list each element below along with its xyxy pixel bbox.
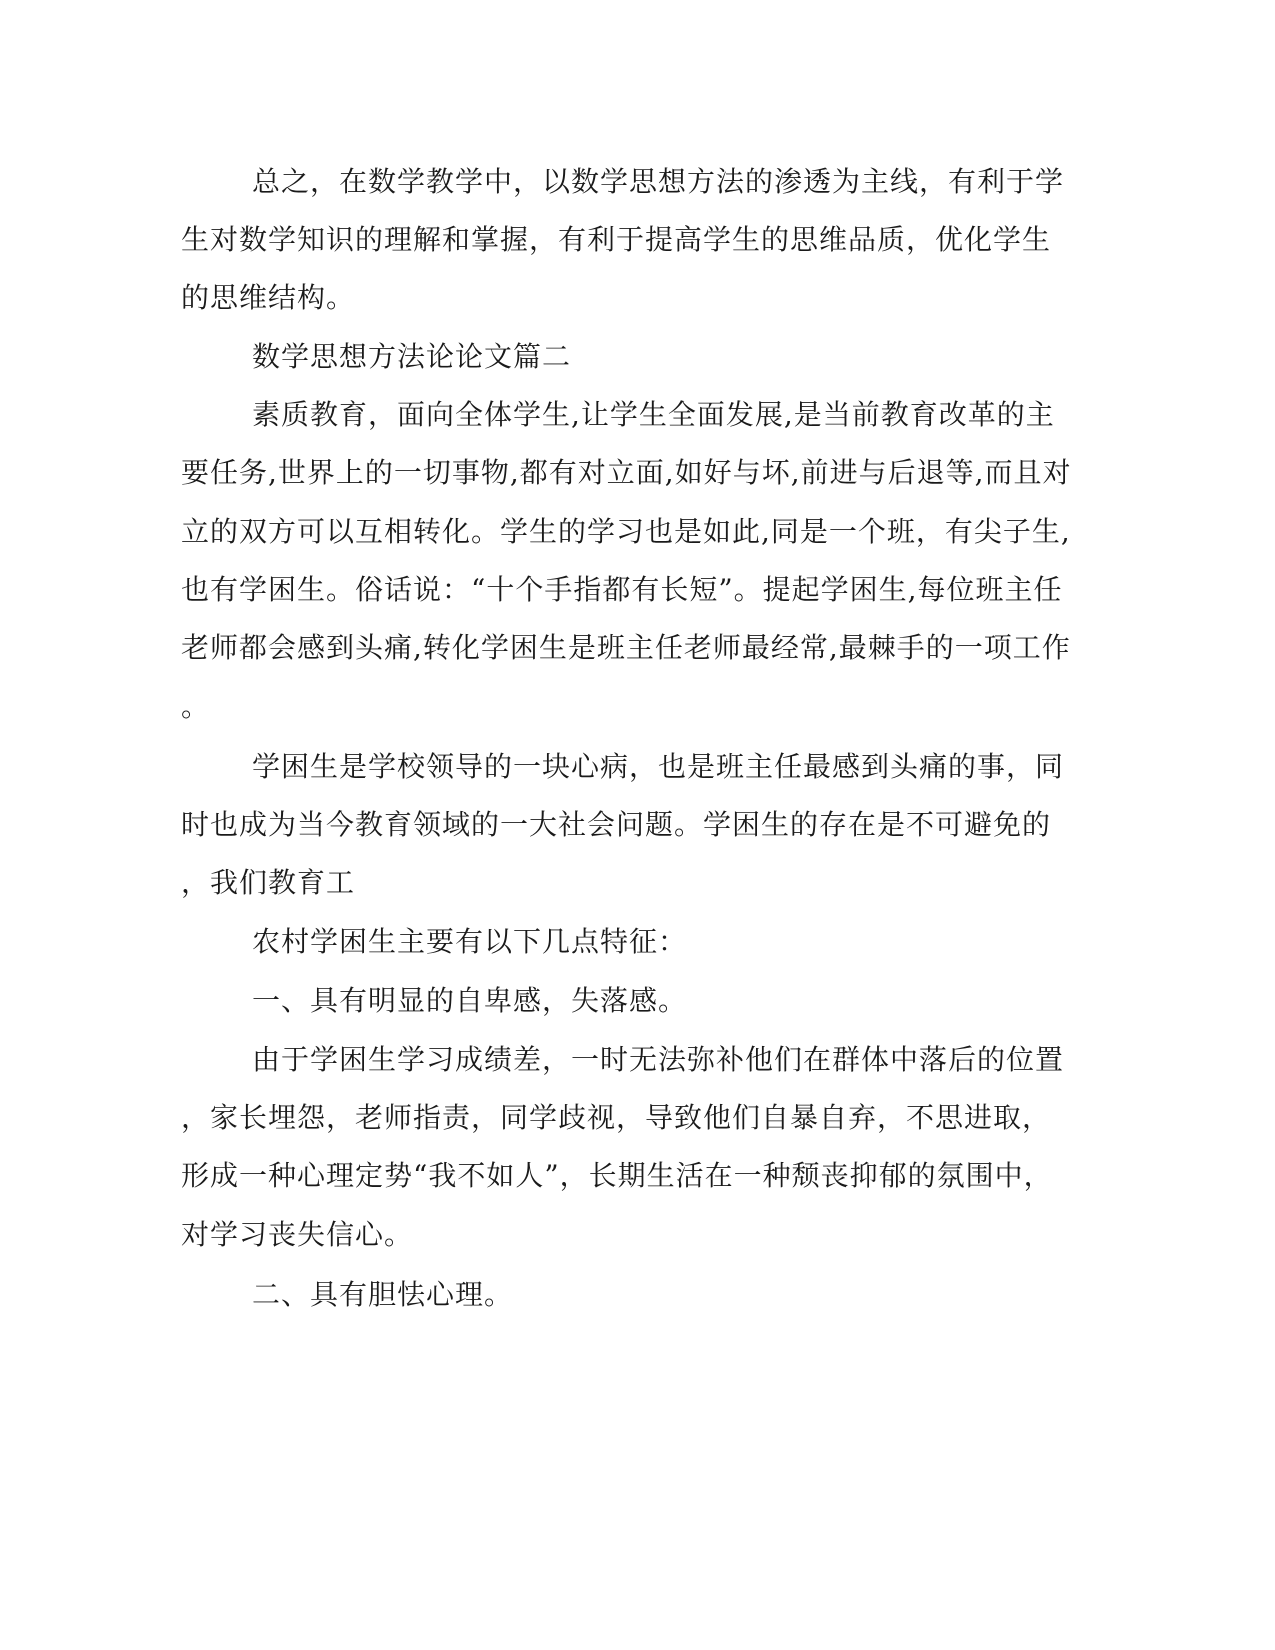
list-item-heading: 一、具有明显的自卑感，失落感。 <box>252 984 688 1017</box>
text-line: 。 <box>181 690 211 723</box>
text-line: ，家长埋怨，老师指责，同学歧视，导致他们自暴自弃，不思进取， <box>181 1101 1052 1134</box>
text-line: 时也成为当今教育领域的一大社会问题。学困生的存在是不可避免的 <box>181 808 1052 841</box>
text-line: 素质教育，面向全体学生,让学生全面发展,是当前教育改革的主 <box>252 398 1055 431</box>
text-line: 生对数学知识的理解和掌握，有利于提高学生的思维品质，优化学生 <box>181 223 1052 256</box>
text-line: 形成一种心理定势“我不如人”，长期生活在一种颓丧抑郁的氛围中， <box>181 1159 1053 1192</box>
text-line: 学困生是学校领导的一块心病，也是班主任最感到头痛的事，同 <box>252 750 1065 783</box>
section-heading: 数学思想方法论论文篇二 <box>252 340 572 373</box>
text-line: 老师都会感到头痛,转化学困生是班主任老师最经常,最棘手的一项工作 <box>181 631 1071 664</box>
text-line: 立的双方可以互相转化。学生的学习也是如此,同是一个班，有尖子生, <box>181 515 1071 548</box>
text-line: ，我们教育工 <box>181 866 356 899</box>
text-line: 要任务,世界上的一切事物,都有对立面,如好与坏,前进与后退等,而且对 <box>181 456 1072 489</box>
text-line: 农村学困生主要有以下几点特征： <box>252 925 688 958</box>
text-line: 对学习丧失信心。 <box>181 1218 414 1251</box>
text-line: 的思维结构。 <box>181 281 356 314</box>
text-line: 也有学困生。俗话说：“十个手指都有长短”。提起学困生,每位班主任 <box>181 573 1063 606</box>
text-line: 由于学困生学习成绩差，一时无法弥补他们在群体中落后的位置 <box>252 1043 1065 1076</box>
list-item-heading: 二、具有胆怯心理。 <box>252 1278 514 1311</box>
text-line: 总之，在数学教学中，以数学思想方法的渗透为主线，有利于学 <box>252 165 1065 198</box>
